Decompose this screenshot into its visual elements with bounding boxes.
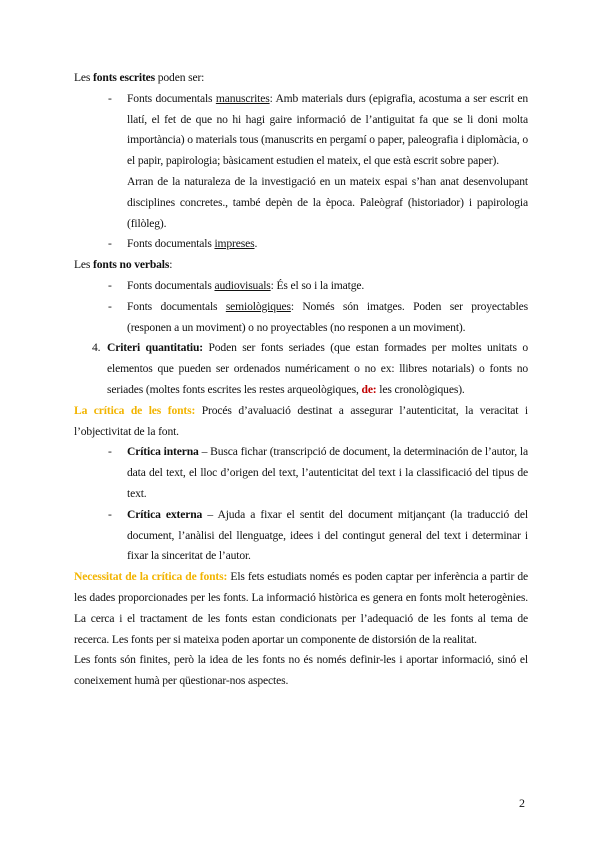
list-item-audiovisuals: - Fonts documentals audiovisuals: És el so i la imatge. <box>74 276 528 297</box>
list-item-manuscrites: - Fonts documentals manuscrites: Amb materials durs (epigrafia, acostuma a ser escrit en llatí, el fet de que no hi hagi gaire informació de l’antiguitat fa que se li doni molta importància) o materials tous (manuscrits en pergamí o paper, paleografia i diplomàcia, o el papir, papirologia; bàsicament estudien el mateix, el que està escrit sobre paper). <box>74 89 528 172</box>
list-item-continuation: Arran de la naturaleza de la investigació en un mateix espai s’han anat desenvolupant disciplines concretes., també depèn de la època. Paleògraf (historiador) i papirologia (filòleg). <box>127 174 528 230</box>
intro-no-verbals: Les fonts no verbals: <box>74 258 173 272</box>
list-item-semiologiques: - Fonts documentals semiològiques: Només són imatges. Poden ser proyectables (responen a un moviment) o no proyectables (no responen a un moviment). <box>74 297 528 339</box>
term-audiovisuals: audiovisuals <box>214 278 271 292</box>
heading-necessitat: Necessitat de la crítica de fonts: <box>74 570 228 584</box>
list-item-critica-interna: - Crítica interna – Busca fichar (transcripció de document, la determinación de l’autor, la data del text, el lloc d’origen del text, l’autenticitat del text i la classificació del tipus de text. <box>74 442 528 504</box>
list-item-impreses: - Fonts documentals impreses. <box>74 234 528 255</box>
paragraph-critica: La crítica de les fonts: Procés d’avaluació destinat a assegurar l’autenticitat, la veracitat i l’objectivitat de la font. <box>74 403 528 438</box>
heading-critica: La crítica de les fonts: <box>74 403 196 417</box>
intro-escrites: Les fonts escrites poden ser: <box>74 71 205 84</box>
paragraph-final: Les fonts són finites, però la idea de les fonts no és només definir-les i aportar informació, sinó el coneixement humà per qüestionar-nos aspectes. <box>74 653 528 688</box>
dash-bullet: - <box>108 278 112 292</box>
term-semiologiques: semiològiques <box>225 299 291 313</box>
dash-bullet: - <box>108 299 112 313</box>
paragraph-necessitat: Necessitat de la crítica de fonts: Els fets estudiats només es poden captar per inferència a partir de les dades proporcionades per les fonts. La informació històrica es genera en fonts molt heterogènies. La cerca i el tractament de les fonts estan condicionats per l’adequació de les fonts al tema de recerca. Les fonts per si mateixa poden aportar un componente de distorsión de la realitat. <box>74 570 528 646</box>
red-annotation: de: <box>361 382 377 396</box>
numbered-item-criteri: 4. Criteri quantitatiu: Poden ser fonts seriades (que estan formades per moltes unitats o elementos que pueden ser ordenados numéricament o no ex: llibres notarials) o fonts no seriades (moltes fonts escrites les restes arqueològiques, de: les cronològiques). <box>74 338 528 400</box>
dash-bullet: - <box>108 445 112 459</box>
term-impreses: impreses <box>214 237 255 251</box>
document-body <box>74 68 528 692</box>
term-manuscrites: manuscrites <box>215 91 270 105</box>
dash-bullet: - <box>108 91 112 105</box>
dash-bullet: - <box>108 237 112 251</box>
page-number: 2 <box>519 796 525 810</box>
list-item-critica-externa: - Crítica externa – Ajuda a fixar el sentit del document mitjançant (la traducció del document, l’anàlisi del llenguatge, idees i del contingut general del text i determinar i fixar la sinceritat de l’autor. <box>74 505 528 567</box>
dash-bullet: - <box>108 507 112 521</box>
list-number: 4. <box>92 341 101 355</box>
